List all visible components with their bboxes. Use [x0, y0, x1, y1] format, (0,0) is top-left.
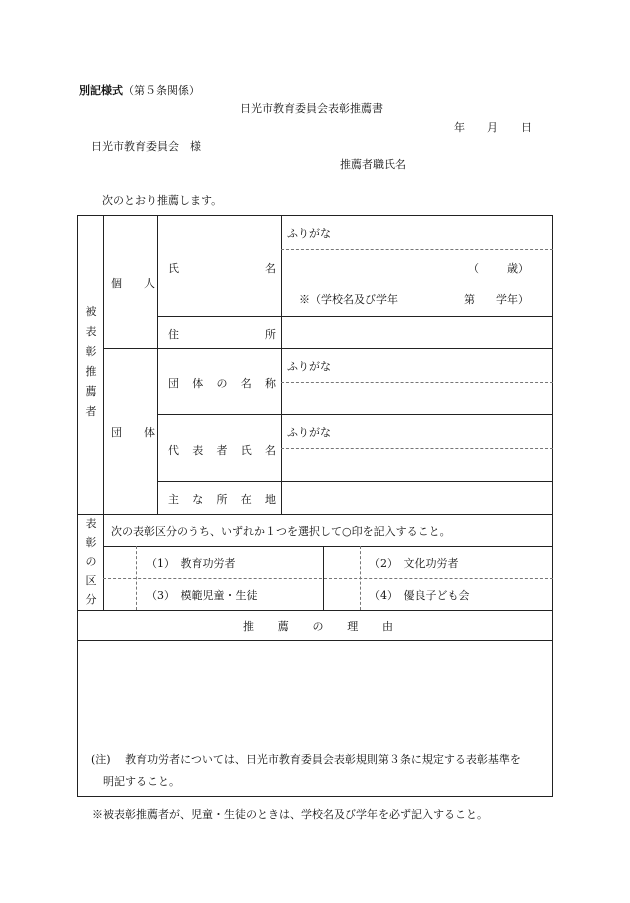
date-day-label: 日	[521, 121, 532, 134]
intro-text: 次のとおり推薦します。	[102, 194, 223, 207]
document-title: 日光市教育委員会表彰推薦書	[240, 102, 383, 115]
category-option-2[interactable]: （2） 文化功労者	[369, 557, 459, 570]
group-furigana-label: ふりがな	[287, 360, 331, 373]
school-grade-dai: 第	[464, 293, 475, 306]
form-label-bold: 別記様式	[79, 84, 123, 97]
furigana-label: ふりがな	[287, 227, 331, 240]
footer-note: ※被表彰推薦者が、児童・生徒のときは、学校名及び学年を必ず記入すること。	[92, 808, 488, 821]
age-unit: 歳）	[507, 262, 529, 275]
addressee: 日光市教育委員会 様	[91, 140, 201, 153]
reason-header: 推 薦 の 理 由	[243, 620, 393, 633]
nomination-form-table	[77, 215, 553, 797]
category-option-4[interactable]: （4） 優良子ども会	[369, 589, 470, 602]
form-label-article: （第５条関係）	[123, 84, 200, 97]
age-open-paren: （	[468, 262, 479, 275]
form-label	[79, 82, 200, 98]
address-label: 住 所	[168, 328, 276, 341]
category-vertical-label: 表 彰 の 区 分	[85, 517, 97, 606]
representative-label: 代 表 者 氏 名	[168, 444, 276, 457]
category-option-1[interactable]: （1） 教育功労者	[146, 557, 236, 570]
group-name-label: 団 体 の 名 称	[168, 377, 276, 390]
rep-furigana-label: ふりがな	[287, 426, 331, 439]
school-grade-unit: 学年）	[496, 293, 529, 306]
nominee-vertical-label: 被 表 彰 推 薦 者	[85, 305, 97, 418]
category-option-3[interactable]: （3） 模範児童・生徒	[146, 589, 258, 602]
recommender-label: 推薦者職氏名	[340, 158, 406, 171]
date-year-label: 年	[454, 121, 465, 134]
main-address-label: 主 な 所 在 地	[168, 493, 276, 506]
individual-label: 個 人	[111, 277, 155, 290]
name-label: 氏 名	[168, 262, 276, 275]
school-note: ※（学校名及び学年	[299, 293, 398, 306]
reason-note-line1: (注) 教育功労者については、日光市教育委員会表彰規則第３条に規定する表彰基準を	[91, 753, 521, 766]
category-instruction: 次の表彰区分のうち、いずれか１つを選択して○印を記入すること。	[111, 525, 451, 538]
date-month-label: 月	[487, 121, 498, 134]
reason-note-line2: 明記すること。	[103, 775, 180, 788]
group-label: 団 体	[111, 426, 155, 439]
